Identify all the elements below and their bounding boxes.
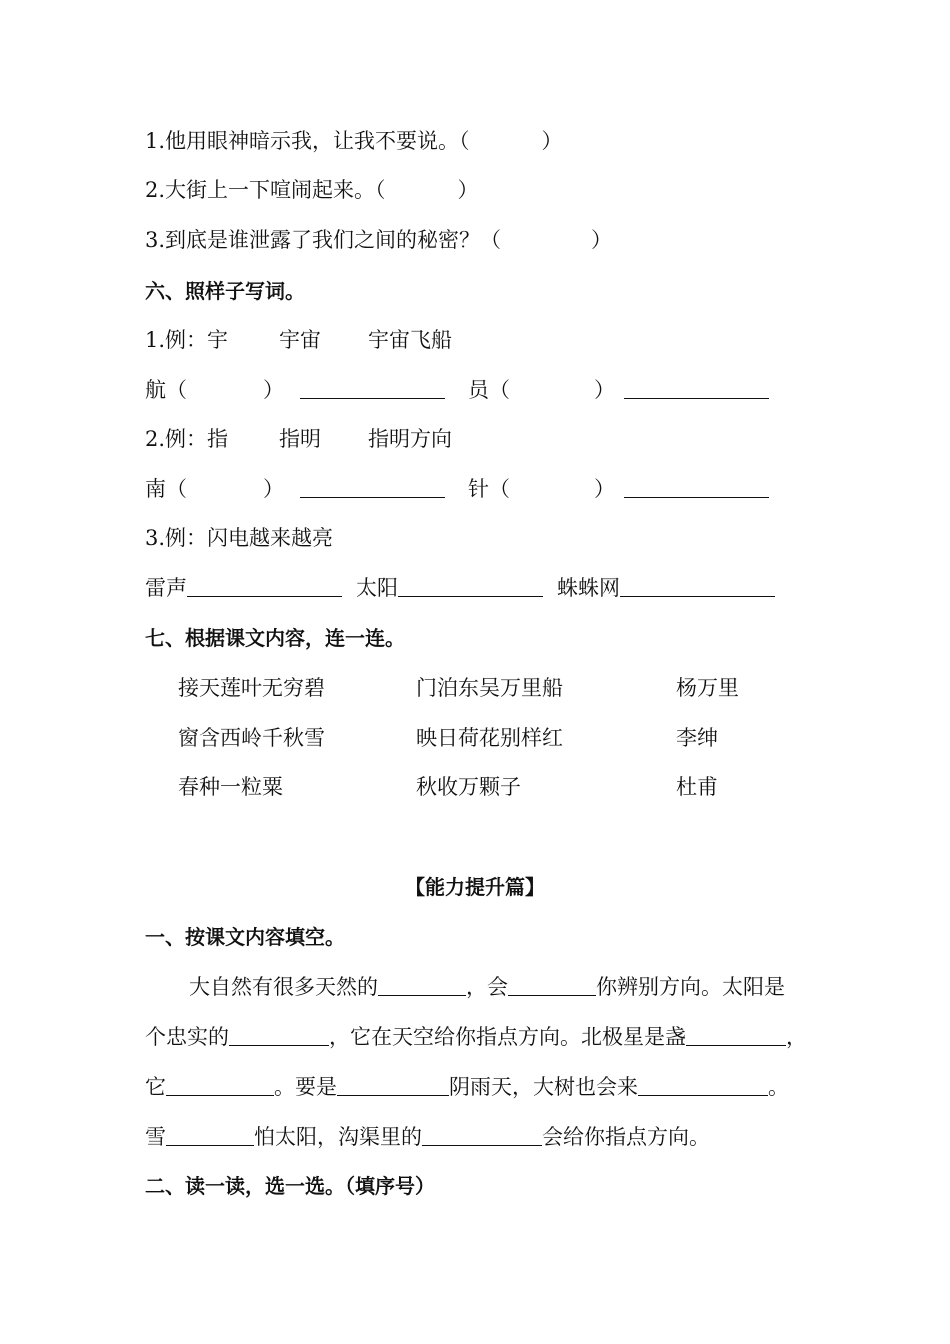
text-segment: 个忠实的 (145, 1025, 229, 1049)
poet-name[interactable]: 杜甫 (676, 775, 718, 799)
text-segment: ，它在天空给你指点方向。北极星是盏 (329, 1025, 686, 1049)
text-segment: 雪 (145, 1125, 166, 1149)
example1-word3: 宇宙飞船 (368, 328, 452, 352)
example1-word2: 宇宙 (279, 328, 321, 352)
paren-close: ） (263, 477, 284, 501)
text-segment: 大自然有很多天然的 (189, 975, 378, 999)
paren-close: ） (457, 178, 479, 202)
text-segment: 怕太阳，沟渠里的 (254, 1125, 422, 1149)
answer-blank[interactable] (229, 1025, 329, 1046)
row3-part-a (145, 574, 342, 602)
example1-label: 1.例：宇 (145, 328, 229, 352)
section6-heading: 六、照样子写词。 (145, 279, 305, 303)
word-prompt: 雷声 (145, 576, 187, 600)
paren-close: ） (594, 477, 615, 501)
answer-blank[interactable] (686, 1025, 786, 1046)
text-segment: 阴雨天，大树也会来 (449, 1075, 638, 1099)
row2-part-a (145, 475, 284, 503)
advanced-s1-heading: 一、按课文内容填空。 (145, 925, 345, 949)
char-prompt: 针（ (468, 477, 510, 501)
text-segment: 。 (768, 1075, 789, 1099)
answer-blank[interactable] (378, 975, 466, 996)
advanced-title: 【能力提升篇】 (405, 875, 545, 899)
item-text: 2.大街上一下喧闹起来。（ (145, 178, 386, 202)
item-5-3 (145, 226, 612, 254)
answer-blank[interactable] (337, 1075, 449, 1096)
row2-blank-a[interactable] (300, 475, 445, 503)
text-segment: 你辨别方向。太阳是 (596, 975, 785, 999)
example2-word3: 指明方向 (368, 427, 452, 451)
poem-line[interactable]: 接天莲叶无穷碧 (178, 676, 325, 700)
fill-paragraph-line-1 (189, 973, 785, 1001)
char-prompt: 航（ (145, 378, 187, 402)
row3-part-c (557, 574, 775, 602)
word-prompt: 蛛蛛网 (557, 576, 620, 600)
answer-blank[interactable] (398, 576, 543, 597)
paren-close: ） (541, 129, 563, 153)
answer-blank[interactable] (187, 576, 342, 597)
text-segment: 它 (145, 1075, 166, 1099)
text-segment: 。要是 (274, 1075, 337, 1099)
poem-line[interactable]: 春种一粒粟 (178, 775, 283, 799)
answer-blank[interactable] (422, 1125, 542, 1146)
row1-part-a (145, 376, 284, 404)
answer-blank[interactable] (638, 1075, 768, 1096)
paren-close: ） (591, 228, 613, 252)
item-5-1 (145, 127, 563, 155)
answer-blank[interactable] (166, 1125, 254, 1146)
example3-label: 3.例：闪电越来越亮 (145, 526, 334, 550)
example2-word2: 指明 (279, 427, 321, 451)
poet-name[interactable]: 杨万里 (676, 676, 739, 700)
poem-line[interactable]: 秋收万颗子 (416, 775, 521, 799)
paren-close: ） (263, 378, 284, 402)
row1-blank-b[interactable] (624, 376, 769, 404)
item-text: 3.到底是谁泄露了我们之间的秘密？（ (145, 228, 502, 252)
text-segment: ，会 (466, 975, 508, 999)
char-prompt: 员（ (468, 378, 510, 402)
fill-paragraph-line-4 (145, 1123, 710, 1151)
fill-paragraph-line-3 (145, 1073, 789, 1101)
advanced-s2-heading: 二、读一读，选一选。（填序号） (145, 1174, 435, 1198)
item-5-2 (145, 176, 479, 204)
word-prompt: 太阳 (356, 576, 398, 600)
poem-line[interactable]: 门泊东吴万里船 (416, 676, 563, 700)
answer-blank[interactable] (508, 975, 596, 996)
item-text: 1.他用眼神暗示我，让我不要说。（ (145, 129, 470, 153)
row1-blank-a[interactable] (300, 376, 445, 404)
paren-close: ） (594, 378, 615, 402)
answer-blank[interactable] (620, 576, 775, 597)
row3-part-b (356, 574, 543, 602)
section7-heading: 七、根据课文内容，连一连。 (145, 626, 405, 650)
poet-name[interactable]: 李绅 (676, 726, 718, 750)
char-prompt: 南（ (145, 477, 187, 501)
fill-paragraph-line-2 (145, 1023, 807, 1051)
poem-line[interactable]: 窗含西岭千秋雪 (178, 726, 325, 750)
row2-part-b (468, 475, 615, 503)
poem-line[interactable]: 映日荷花别样红 (416, 726, 563, 750)
text-segment: ， (786, 1025, 807, 1049)
text-segment: 会给你指点方向。 (542, 1125, 710, 1149)
answer-blank[interactable] (166, 1075, 274, 1096)
row2-blank-b[interactable] (624, 475, 769, 503)
row1-part-b (468, 376, 615, 404)
example2-label: 2.例：指 (145, 427, 229, 451)
